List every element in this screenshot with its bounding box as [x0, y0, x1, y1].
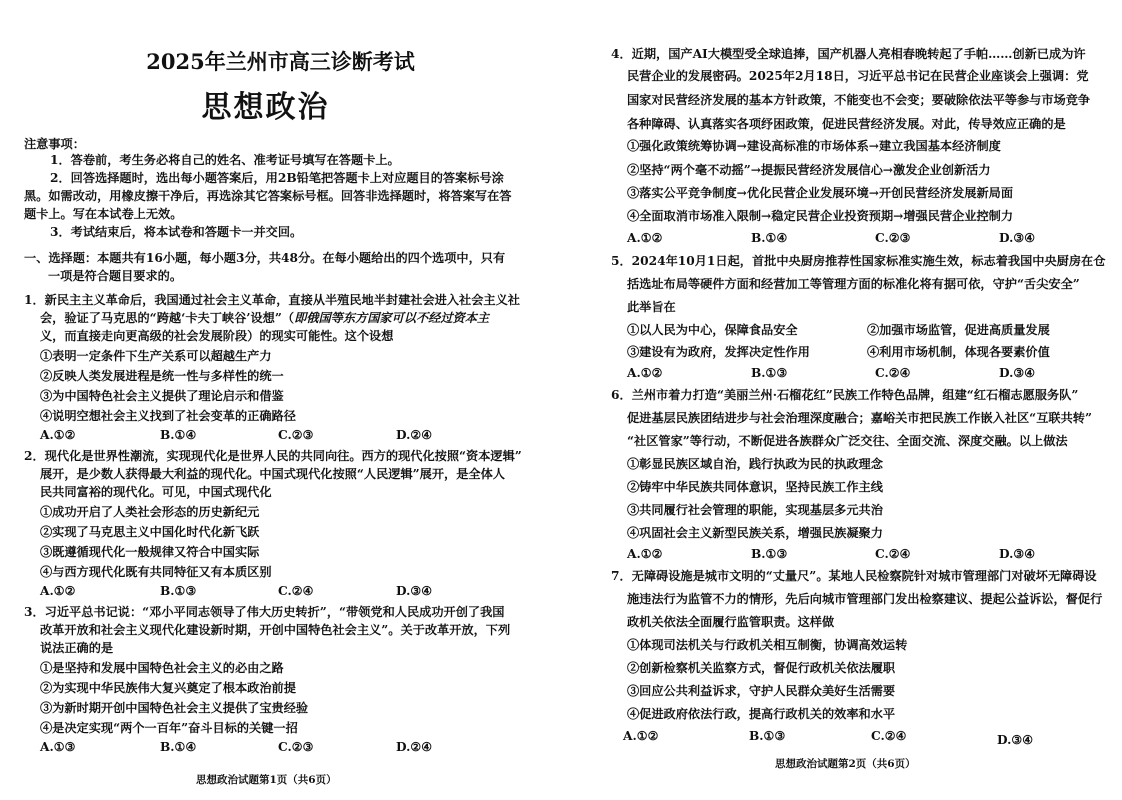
- question-1-item: ①表明一定条件下生产关系可以超越生产力: [40, 349, 272, 363]
- question-4-option-a: A.①②: [627, 231, 663, 245]
- question-1-option-a: A.①②: [40, 428, 76, 442]
- question-4-stem: 各种障碍、认真落实各项纾困政策，促进民营经济发展。对此，传导效应正确的是: [627, 117, 1066, 131]
- question-4-stem: 4．近期，国产AI大模型受全球追捧，国产机器人亮相春晚转起了手帕……创新已成为许: [611, 47, 1086, 61]
- question-7-option-a: A.①②: [623, 729, 659, 743]
- question-2-stem: 展开，是少数人获得最大利益的现代化。中国式现代化按照“人民逻辑”展开，是全体人: [40, 467, 505, 481]
- question-7-stem: 政机关依法全面履行监管职责。这样做: [627, 615, 835, 629]
- question-3-option-c: C.②③: [278, 740, 314, 754]
- question-6-item: ④巩固社会主义新型民族关系，增强民族凝聚力: [627, 526, 883, 540]
- question-2-option-d: D.③④: [396, 584, 433, 598]
- question-4-item: ④全面取消市场准入限制→稳定民营企业投资预期→增强民营企业控制力: [627, 209, 1014, 223]
- question-5-item: ④利用市场机制，体现各要素价值: [867, 345, 1050, 359]
- question-3-option-b: B.①④: [160, 740, 197, 754]
- notice-line: 黑。如需改动，用橡皮擦干净后，再选涂其它答案标号框。回答非选择题时，将答案写在答: [24, 189, 512, 203]
- question-4-item: ②坚持“两个毫不动摇”→提振民营经济发展信心→激发企业创新活力: [627, 163, 991, 177]
- question-3-item: ①是坚持和发展中国特色社会主义的必由之路: [40, 661, 284, 675]
- question-2-item: ③既遵循现代化一般规律又符合中国实际: [40, 545, 260, 559]
- question-5-item: ②加强市场监管，促进高质量发展: [867, 323, 1050, 337]
- question-6-stem: 促进基层民族团结进步与社会治理深度融合；嘉峪关市把民族工作嵌入社区“互联共转”: [627, 411, 1092, 425]
- question-4-option-c: C.②③: [875, 231, 911, 245]
- question-3-option-a: A.①③: [40, 740, 76, 754]
- question-6-option-b: B.①③: [751, 547, 788, 561]
- question-7-item: ③回应公共利益诉求，守护人民群众美好生活需要: [627, 684, 896, 698]
- notice-line: 2．回答选择题时，选出每小题答案后，用2B铅笔把答题卡上对应题目的答案标号涂: [50, 171, 504, 185]
- question-6-item: ③共同履行社会管理的职能，实现基层多元共治: [627, 503, 883, 517]
- question-1-option-b: B.①④: [160, 428, 197, 442]
- question-2-item: ④与西方现代化既有共同特征又有本质区别: [40, 565, 272, 579]
- section-heading: 一项是符合题目要求的。: [48, 269, 183, 283]
- question-1-stem: 会，验证了马克思的“跨越‘卡夫丁峡谷’设想”（即俄国等东方国家可以不经过资本主: [40, 311, 490, 325]
- question-6-option-c: C.②④: [875, 547, 911, 561]
- question-6-option-a: A.①②: [627, 547, 663, 561]
- question-6-item: ②铸牢中华民族共同体意识，坚持民族工作主线: [627, 480, 883, 494]
- question-4-stem: 民营企业的发展密码。2025年2月18日，习近平总书记在民营企业座谈会上强调：党: [627, 69, 1089, 83]
- question-5-stem: 括选址布局等硬件方面和经营加工等管理方面的标准化将有据可依，守护“舌尖安全”: [627, 277, 1080, 291]
- question-5-stem: 此举旨在: [627, 300, 676, 314]
- question-7-option-b: B.①③: [749, 729, 786, 743]
- question-6-item: ①彰显民族区域自治，践行执政为民的执政理念: [627, 457, 883, 471]
- notice-line: 1．答卷前，考生务必将自己的姓名、准考证号填写在答题卡上。: [50, 153, 400, 167]
- question-1-stem: 1．新民主主义革命后，我国通过社会主义革命，直接从半殖民地半封建社会进入社会主义社: [24, 293, 520, 307]
- notice-line: 题卡上。写在本试卷上无效。: [24, 207, 183, 221]
- question-5-item: ③建设有为政府，发挥决定性作用: [627, 345, 810, 359]
- question-4-option-d: D.③④: [999, 231, 1036, 245]
- question-3-stem: 说法正确的是: [40, 641, 114, 655]
- question-7-item: ①体现司法机关与行政机关相互制衡，协调高效运转: [627, 638, 908, 652]
- question-3-option-d: D.②④: [396, 740, 433, 754]
- page-footer: 思想政治试题第2页（共6页）: [775, 758, 916, 770]
- question-1-item: ④说明空想社会主义找到了社会变革的正确路径: [40, 409, 296, 423]
- question-7-option-d: D.③④: [997, 733, 1034, 747]
- question-3-item: ③为新时期开创中国特色社会主义提供了宝贵经验: [40, 701, 309, 715]
- question-5-item: ①以人民为中心，保障食品安全: [627, 323, 798, 337]
- question-2-option-b: B.①③: [160, 584, 197, 598]
- question-7-stem: 施违法行为监管不力的情形，先后向城市管理部门发出检察建议、提起公益诉讼，督促行: [627, 592, 1103, 606]
- question-4-stem: 国家对民营经济发展的基本方针政策，不能变也不会变；要破除依法平等参与市场竞争: [627, 93, 1091, 107]
- question-5-stem: 5．2024年10月1日起，首批中央厨房推荐性国家标准实施生效，标志着我国中央厨房在仓: [611, 254, 1106, 268]
- question-4-item: ①强化政策统筹协调→建设高标准的市场体系→建立我国基本经济制度: [627, 139, 1001, 153]
- section-heading: 一、选择题：本题共有16小题，每小题3分，共48分。在每小题给出的四个选项中，只有: [24, 251, 506, 265]
- question-6-stem: “社区管家”等行动，不断促进各族群众广泛交往、全面交流、深度交融。以上做法: [627, 434, 1068, 448]
- question-2-stem: 2．现代化是世界性潮流，实现现代化是世界人民的共同向往。西方的现代化按照“资本逻辑”: [24, 449, 522, 463]
- question-1-item: ③为中国特色社会主义提供了理论启示和借鉴: [40, 389, 284, 403]
- question-4-item: ③落实公平竞争制度→优化民营企业发展环境→开创民营经济发展新局面: [627, 186, 1014, 200]
- question-1-item: ②反映人类发展进程是统一性与多样性的统一: [40, 369, 284, 383]
- question-2-option-c: C.②④: [278, 584, 314, 598]
- question-6-stem: 6．兰州市着力打造“美丽兰州·石榴花红”民族工作特色品牌，组建“红石榴志愿服务队”: [611, 388, 1079, 402]
- question-5-option-b: B.①③: [751, 366, 788, 380]
- question-7-stem: 7．无障碍设施是城市文明的“丈量尺”。某地人民检察院针对城市管理部门对破坏无障碍设: [611, 569, 1097, 583]
- question-5-option-a: A.①②: [627, 366, 663, 380]
- question-1-option-c: C.②③: [278, 428, 314, 442]
- question-3-stem: 3．习近平总书记说：“邓小平同志领导了伟大历史转折”，“带领党和人民成功开创了我国: [24, 605, 505, 619]
- question-2-item: ①成功开启了人类社会形态的历史新纪元: [40, 505, 260, 519]
- question-1-note: 即俄国等东方国家可以不经过资本主: [294, 311, 490, 325]
- exam-title: 2025年兰州市高三诊断考试: [146, 49, 415, 74]
- question-1-option-d: D.②④: [396, 428, 433, 442]
- notice-heading: 注意事项：: [24, 137, 85, 151]
- question-6-option-d: D.③④: [999, 547, 1036, 561]
- question-3-item: ④是决定实现“两个一百年”奋斗目标的关键一招: [40, 721, 298, 735]
- question-5-option-c: C.②④: [875, 366, 911, 380]
- question-7-option-c: C.②④: [871, 729, 907, 743]
- question-4-option-b: B.①④: [751, 231, 788, 245]
- question-3-item: ②为实现中华民族伟大复兴奠定了根本政治前提: [40, 681, 296, 695]
- question-2-option-a: A.①②: [40, 584, 76, 598]
- question-7-item: ②创新检察机关监察方式，督促行政机关依法履职: [627, 661, 896, 675]
- subject-title: 思想政治: [201, 90, 330, 125]
- question-7-item: ④促进政府依法行政，提高行政机关的效率和水平: [627, 707, 896, 721]
- question-1-stem: 义，而直接走向更高级的社会发展阶段）的现实可能性。这个设想: [40, 329, 394, 343]
- question-3-stem: 改革开放和社会主义现代化建设新时期，开创中国特色社会主义”。关于改革开放，下列: [40, 623, 511, 637]
- exam-page-2: [561, 0, 1122, 800]
- page-footer: 思想政治试题第1页（共6页）: [196, 774, 337, 786]
- question-2-stem: 民共同富裕的现代化。可见，中国式现代化: [40, 485, 272, 499]
- notice-line: 3．考试结束后，将本试卷和答题卡一并交回。: [50, 225, 303, 239]
- question-5-option-d: D.③④: [999, 366, 1036, 380]
- question-2-item: ②实现了马克思主义中国化时代化新飞跃: [40, 525, 260, 539]
